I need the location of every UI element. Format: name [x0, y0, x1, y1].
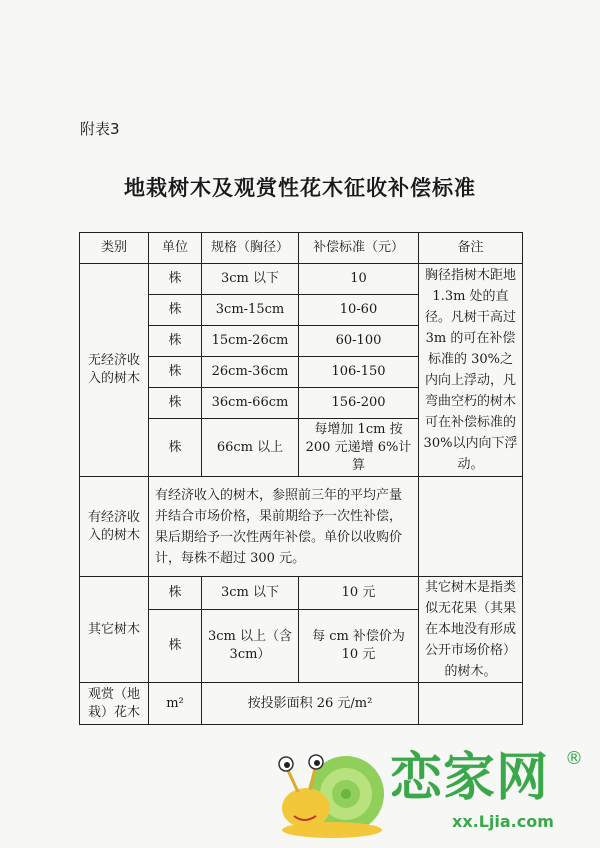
group1-row1-spec: 3cm 以下 — [202, 264, 299, 295]
table-row — [80, 577, 523, 610]
group1-row2-standard: 10-60 — [299, 295, 419, 326]
group4-standard: 按投影面积 26 元/m² — [202, 683, 419, 725]
group1-row4-standard: 106-150 — [299, 357, 419, 388]
brand-logo-text: 恋家网 — [390, 748, 550, 808]
group1-row3-spec: 15cm-26cm — [202, 326, 299, 357]
table-header-row — [80, 233, 523, 264]
group1-row6-unit: 株 — [149, 419, 202, 477]
group3-row1-unit: 株 — [149, 577, 202, 610]
group2-text: 有经济收入的树木，参照前三年的平均产量并结合市场价格，果前期给予一次性补偿，果后期给予一次性两年补偿。单价以收购价计，每株不超过 300 元。 — [149, 477, 419, 577]
header-category: 类别 — [80, 233, 149, 264]
group1-note: 胸径指树木距地 1.3m 处的直径。凡树干高过 3m 的可在补偿标准的 30%之内向上浮动，凡弯曲空朽的树木可在补偿标准的 30%以内向下浮动。 — [419, 264, 523, 477]
group1-row2-unit: 株 — [149, 295, 202, 326]
snail-mascot-icon — [279, 755, 384, 838]
group1-row2-spec: 3cm-15cm — [202, 295, 299, 326]
group1-row5-unit: 株 — [149, 388, 202, 419]
header-spec: 规格（胸径） — [202, 233, 299, 264]
page-title: 地栽树木及观赏性花木征收补偿标准 — [124, 175, 476, 200]
group1-row6-spec: 66cm 以上 — [202, 419, 299, 477]
group1-row5-spec: 36cm-66cm — [202, 388, 299, 419]
group2-category: 有经济收入的树木 — [80, 477, 149, 577]
group4-unit: m² — [149, 683, 202, 725]
group3-row1-spec: 3cm 以下 — [202, 577, 299, 610]
group3-row1-standard: 10 元 — [299, 577, 419, 610]
header-remark: 备注 — [419, 233, 523, 264]
group3-category: 其它树木 — [80, 577, 149, 683]
group1-row5-standard: 156-200 — [299, 388, 419, 419]
group1-row4-spec: 26cm-36cm — [202, 357, 299, 388]
group1-row3-standard: 60-100 — [299, 326, 419, 357]
group1-row1-standard: 10 — [299, 264, 419, 295]
group3-row2-spec: 3cm 以上（含 3cm） — [202, 610, 299, 683]
table-row — [80, 477, 523, 577]
group1-row6-standard: 每增加 1cm 按 200 元递增 6%计算 — [299, 419, 419, 477]
table-row — [80, 683, 523, 725]
group2-remark-empty — [419, 477, 523, 577]
group1-row4-unit: 株 — [149, 357, 202, 388]
header-standard: 补偿标准（元） — [299, 233, 419, 264]
appendix-label: 附表3 — [80, 120, 120, 138]
brand-url: xx.Ljia.com — [452, 812, 554, 831]
group3-row2-standard: 每 cm 补偿价为 10 元 — [299, 610, 419, 683]
group1-category: 无经济收入的树木 — [80, 264, 149, 477]
group3-note: 其它树木是指类似无花果（其果在本地没有形成公开市场价格）的树木。 — [419, 577, 523, 683]
group1-row3-unit: 株 — [149, 326, 202, 357]
registered-mark: ® — [565, 748, 583, 769]
header-unit: 单位 — [149, 233, 202, 264]
group3-row2-unit: 株 — [149, 610, 202, 683]
compensation-table — [79, 232, 523, 725]
group4-remark-empty — [419, 683, 523, 725]
group1-row1-unit: 株 — [149, 264, 202, 295]
table-row — [80, 264, 523, 295]
group4-category: 观赏（地栽）花木 — [80, 683, 149, 725]
